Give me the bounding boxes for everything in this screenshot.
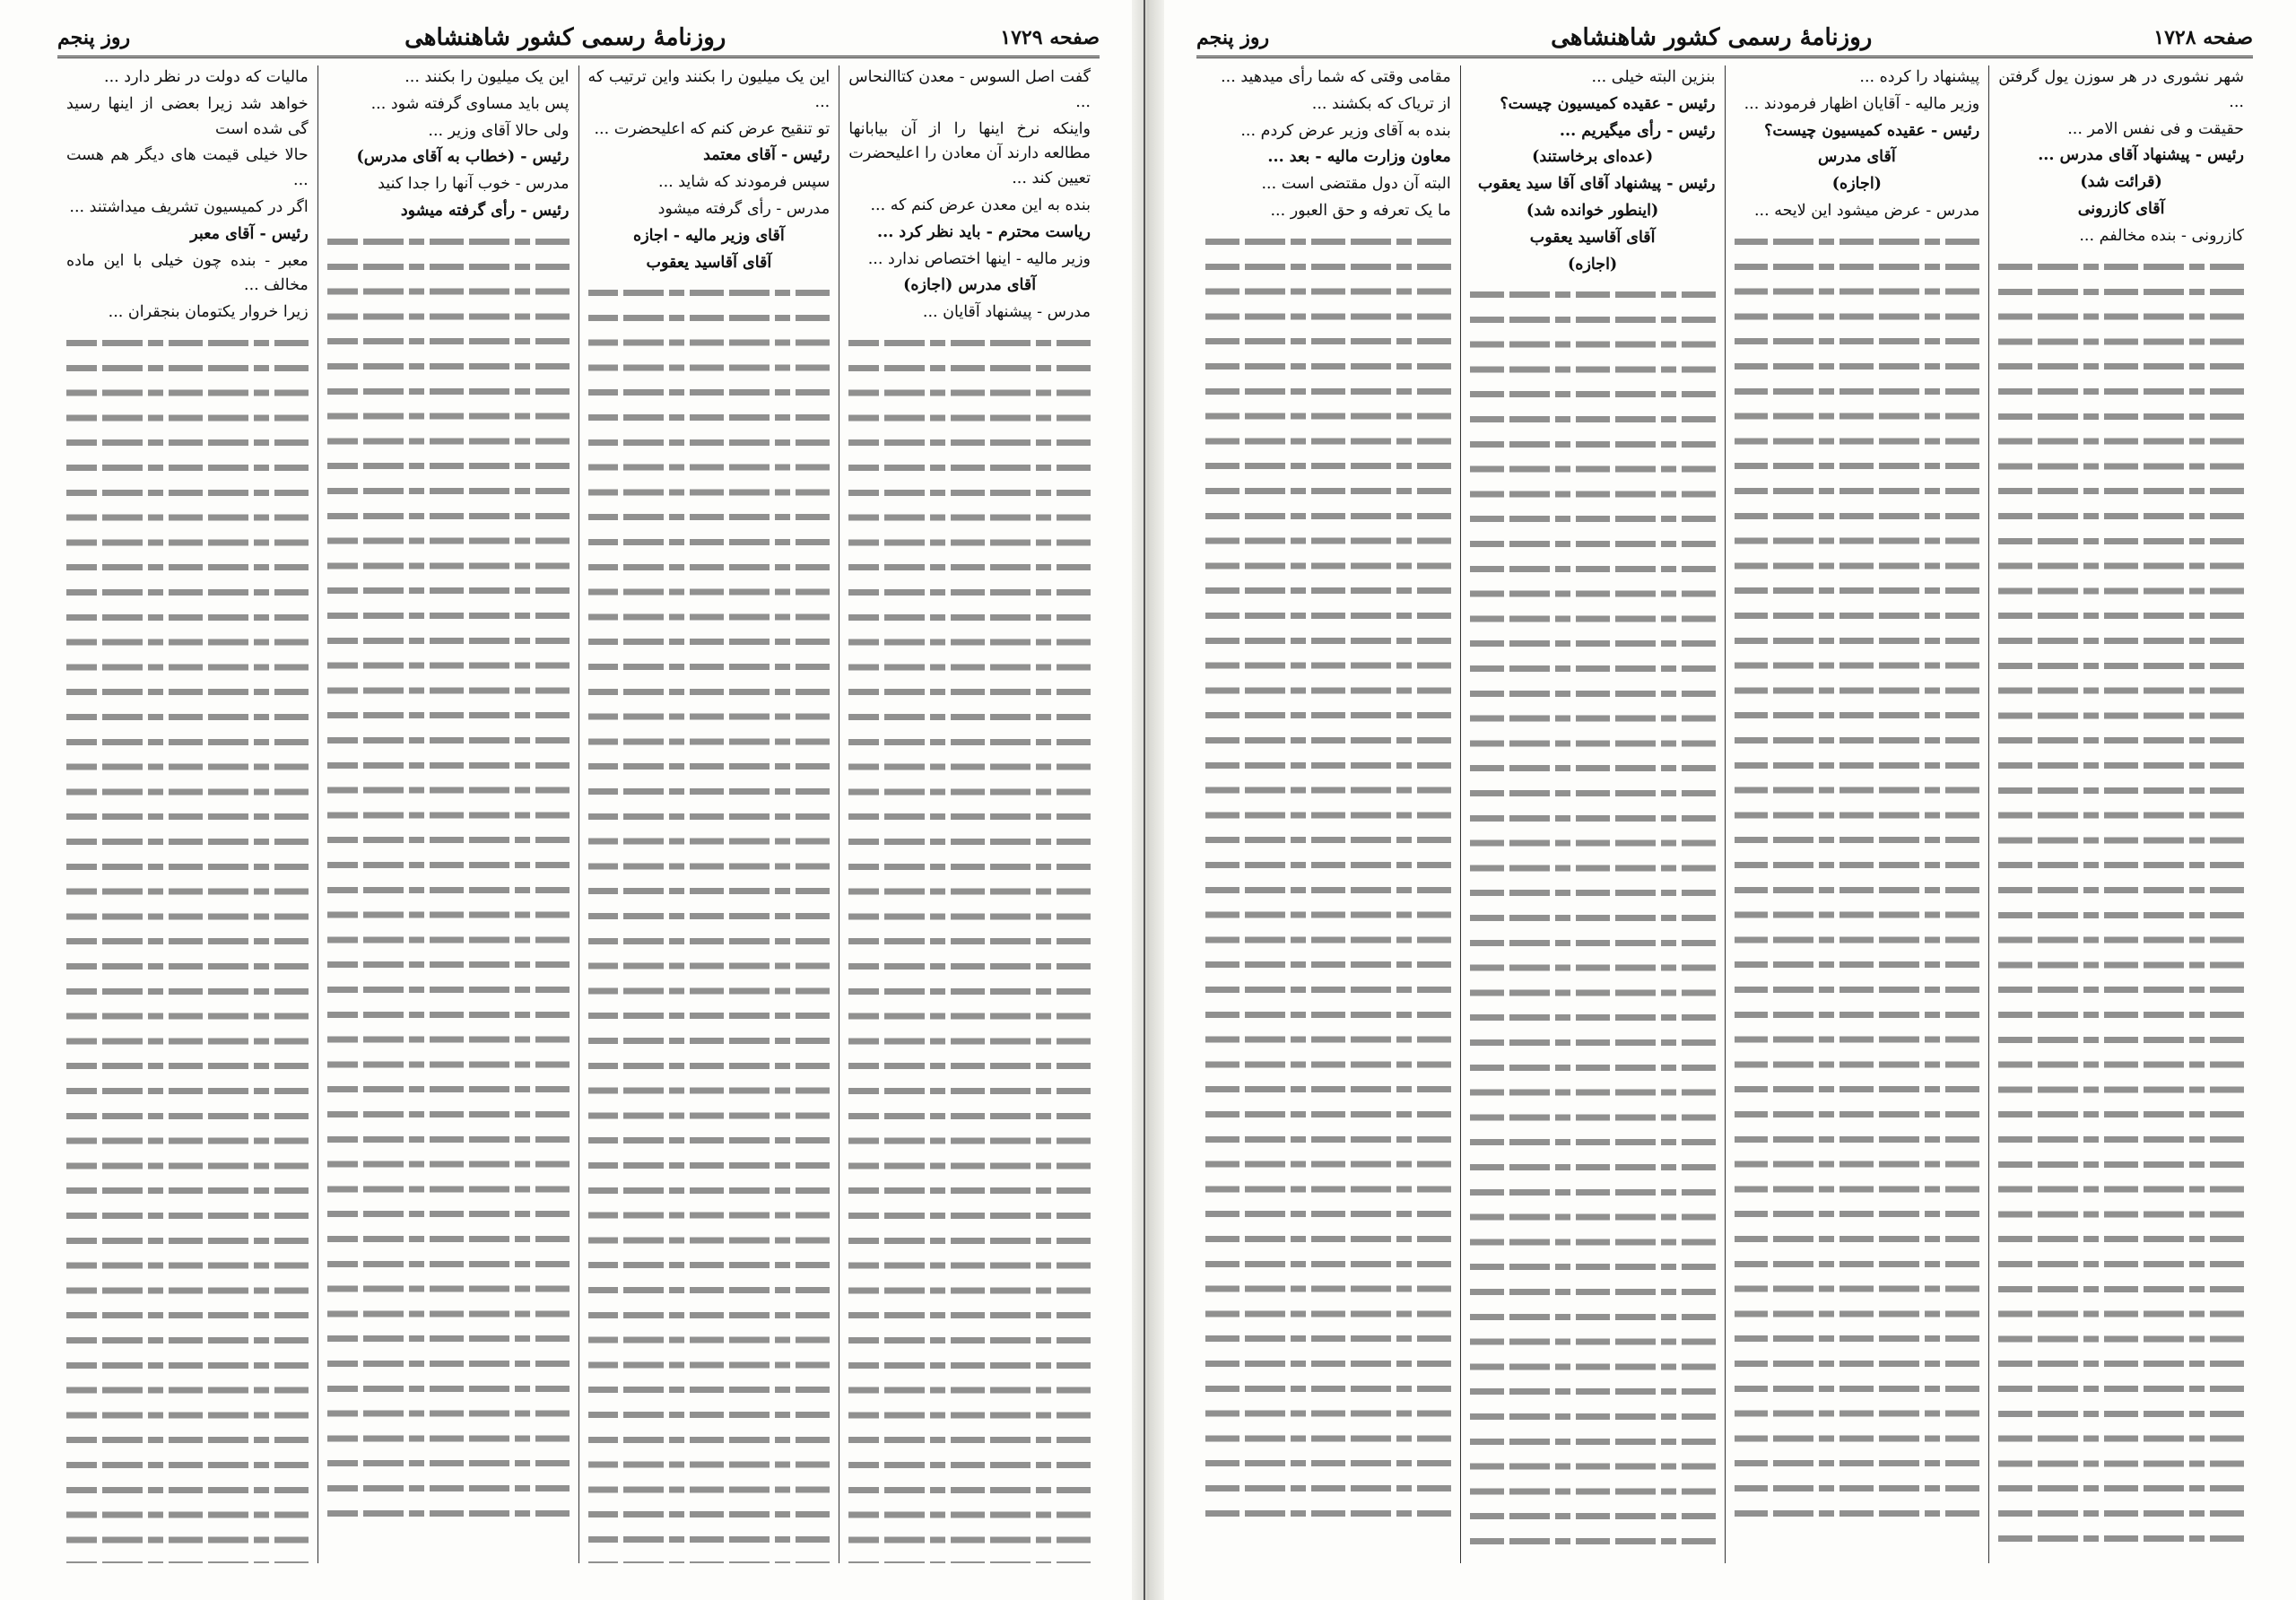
speaker-line: رئیس - پیشنهاد آقای آقا سید یعقوب [1477, 175, 1716, 194]
paragraph: سپس فرمودند که شاید ... [658, 173, 831, 192]
right-column-4 [1196, 65, 1460, 1563]
paragraph: البته آن دول مقتضی است ... [1261, 175, 1451, 194]
paragraph: از تریاک که بکشند ... [1311, 94, 1451, 113]
paragraph: زیرا خروار یکتومان بنجقران ... [108, 303, 309, 322]
speaker-heading: آقای آقاسید یعقوب [1529, 228, 1656, 247]
speaker-heading: آقای وزیر مالیه - اجازه [633, 226, 785, 245]
left-column-2 [578, 65, 839, 1563]
speaker-line: رئیس - (خطاب به آقای مدرس) [356, 148, 570, 167]
paragraph: مدرس - رأی گرفته میشود [657, 199, 831, 218]
paragraph: شهر نشوری در هر سوزن یول گرفتن ... [1998, 68, 2244, 111]
right-page-number: صفحه ۱۷۲۸ [2153, 26, 2253, 49]
paragraph: گفت اصل السوس - معدن کتاالنحاس ... [848, 68, 1091, 111]
paragraph: مالیات که دولت در نظر دارد ... [104, 68, 309, 86]
left-column-1 [839, 65, 1100, 1563]
speaker-line: رئیس - آقای معتمد [703, 146, 831, 165]
paragraph: ولی حالا آقای وزیر ... [428, 121, 570, 140]
speaker-heading: آقای کازرونی [2077, 199, 2165, 218]
text-block [1735, 230, 1980, 1521]
left-page-number: صفحه ۱۷۲۹ [1000, 26, 1100, 49]
right-page-columns [1196, 65, 2253, 1563]
paragraph: بنده به این معدن عرض کنم که ... [870, 196, 1091, 214]
speaker-heading: (قرائت شد) [2080, 173, 2162, 192]
speaker-heading: (اینطور خوانده شد) [1526, 201, 1659, 220]
left-page-day: روز پنجم [57, 26, 131, 49]
paragraph: بنده به آقای وزیر عرض کردم ... [1240, 121, 1451, 140]
paragraph: وزیر مالیه - آقایان اظهار فرمودند ... [1744, 94, 1980, 113]
speaker-line: ریاست محترم - باید نظر کرد ... [877, 222, 1091, 241]
speaker-line: رئیس - آقای معبر [190, 224, 309, 243]
text-block [1205, 230, 1451, 1521]
speaker-heading: آقای مدرس (اجازه) [903, 276, 1037, 295]
speaker-line: رئیس - رأی گرفته میشود [400, 201, 570, 220]
paragraph: مدرس - عرض میشود این لایحه ... [1753, 201, 1980, 220]
paragraph: این یک میلیون را بکنند ... [404, 68, 570, 86]
left-page-title: روزنامهٔ رسمی کشور شاهنشاهی [404, 24, 726, 51]
speaker-heading: (اجازه) [1831, 175, 1882, 194]
right-page-day: روز پنجم [1196, 26, 1270, 49]
left-page-columns [57, 65, 1100, 1563]
gutter-fold-line [1144, 0, 1154, 1600]
speaker-line: رئیس - عقیده کمیسیون چیست؟ [1500, 94, 1716, 113]
paragraph: اگر در کمیسیون تشریف میداشتند ... [69, 197, 309, 216]
right-column-1 [1988, 65, 2253, 1563]
speaker-heading: (اجازه) [1568, 255, 1618, 274]
left-column-3 [317, 65, 578, 1563]
paragraph: حالا خیلی قیمت های دیگر هم هست ... [66, 146, 309, 190]
paragraph: ما یک تعرفه و حق العبور ... [1270, 201, 1451, 220]
left-page-header [57, 20, 1100, 58]
right-column-3 [1460, 65, 1725, 1563]
speaker-heading: آقای مدرس [1818, 148, 1896, 167]
speaker-line: رئیس - پیشنهاد آقای مدرس ... [2038, 146, 2244, 165]
right-page [1157, 0, 2296, 1600]
paragraph: حقیقت و فی نفس الامر ... [2067, 119, 2244, 138]
speaker-line: معاون وزارت مالیه - بعد ... [1267, 148, 1451, 167]
paragraph: مدرس - پیشنهاد آقایان ... [922, 303, 1091, 322]
paragraph: واینکه نرخ اینها را از آن بیابانها مطالعه دارند آن معادن را اعلیحضرت تعیین کند ... [848, 119, 1091, 188]
speaker-line: رئیس - رأی میگیریم ... [1559, 121, 1716, 140]
right-page-header [1196, 20, 2253, 58]
speaker-heading: (عده‌ای برخاستند) [1532, 148, 1654, 167]
left-page [0, 0, 1139, 1600]
text-block [1470, 283, 1716, 1563]
paragraph: پیشنهاد را کرده ... [1859, 68, 1980, 86]
right-page-title: روزنامهٔ رسمی کشور شاهنشاهی [1551, 24, 1873, 51]
left-column-4 [57, 65, 317, 1563]
text-block [66, 331, 309, 1563]
paragraph: پس باید مساوی گرفته شود ... [370, 94, 570, 113]
speaker-heading: آقای آقاسید یعقوب [646, 253, 772, 272]
paragraph: خواهد شد زیرا بعضی از اینها رسید گی شده است [66, 94, 309, 138]
text-block [1998, 255, 2244, 1546]
text-block [848, 331, 1091, 1563]
text-block [327, 230, 570, 1521]
paragraph: تو تنقیح عرض کنم که اعلیحضرت ... [594, 119, 831, 138]
paragraph: مدرس - خوب آنها را جدا کنید [378, 175, 570, 194]
right-column-2 [1725, 65, 1989, 1563]
text-block [588, 281, 831, 1563]
paragraph: این یک میلیون را بکنند واین ترتیب که ... [587, 68, 831, 111]
paragraph: کازرونی - بنده مخالفم ... [2079, 226, 2244, 245]
paragraph: مقامی وقتی که شما رأی میدهید ... [1221, 68, 1451, 86]
paragraph: معبر - بنده چون خیلی با این ماده مخالف ... [66, 251, 309, 295]
paragraph: وزیر مالیه - اینها اختصاص ندارد ... [867, 249, 1091, 268]
paragraph: بنزین البته خیلی ... [1591, 68, 1716, 86]
speaker-line: رئیس - عقیده کمیسیون چیست؟ [1764, 121, 1980, 140]
